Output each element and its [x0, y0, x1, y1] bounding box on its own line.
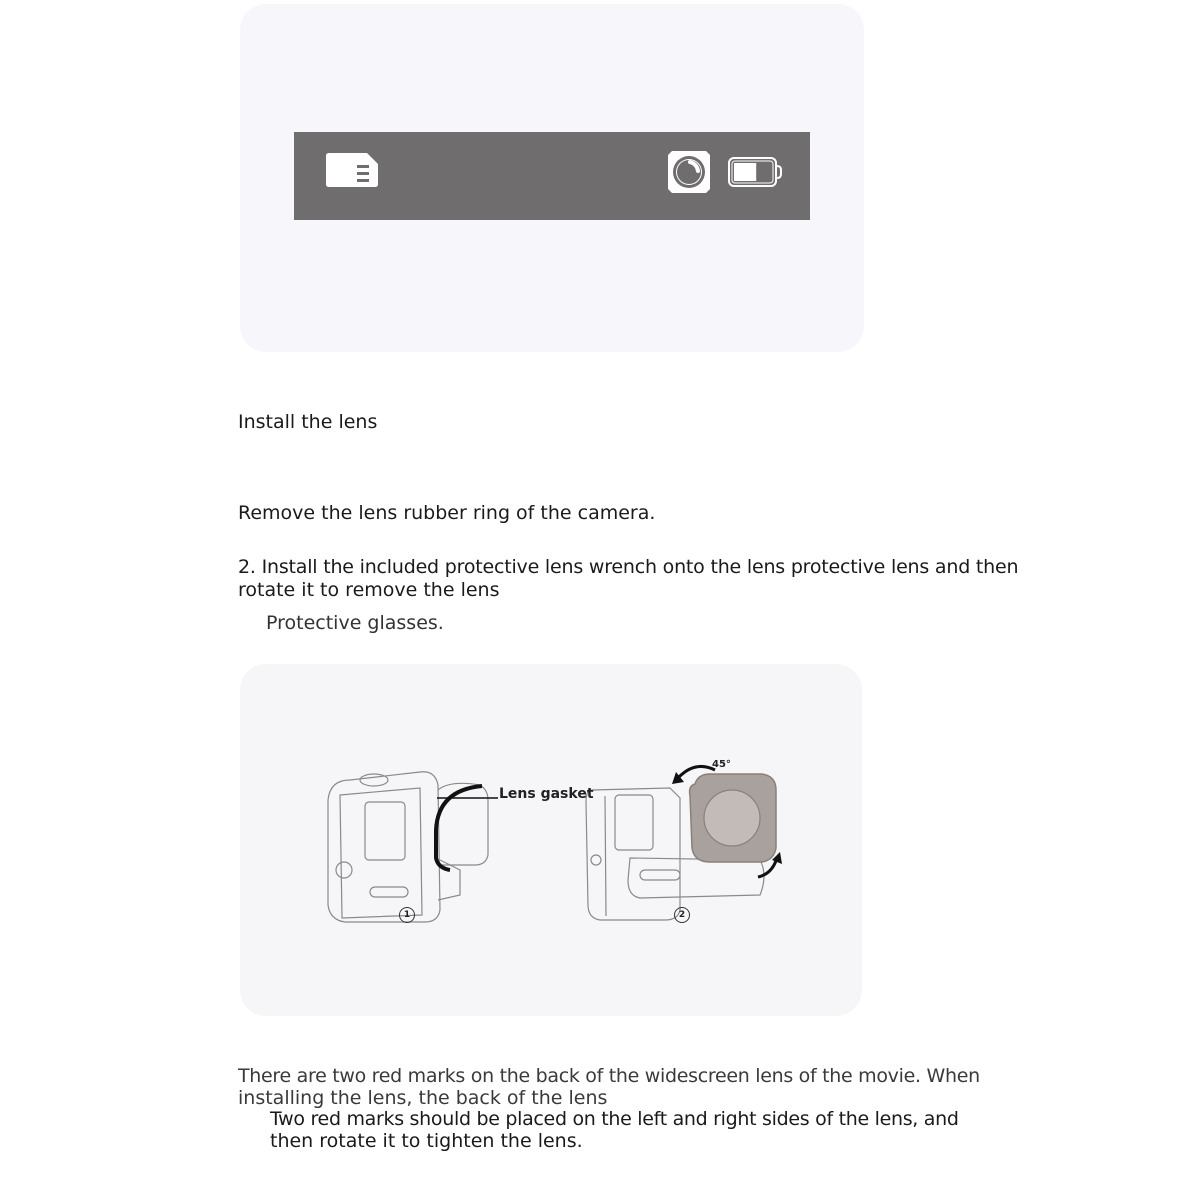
figure-2-number: 2 [674, 907, 690, 923]
note-line-3: Two red marks should be placed on the left and right sides of the lens, and [270, 1108, 959, 1130]
section-heading: Install the lens [238, 411, 378, 433]
note-line-2: installing the lens, the back of the lens [238, 1087, 608, 1109]
sd-card-icon [325, 152, 379, 188]
step-1-text: Remove the lens rubber ring of the camera. [238, 502, 656, 524]
lens-gasket-label: Lens gasket [499, 786, 594, 802]
note-line-1: There are two red marks on the back of the widescreen lens of the movie. When [238, 1065, 980, 1087]
figure-1-number: 1 [399, 907, 415, 923]
record-mode-icon [666, 149, 712, 195]
step-2-line-1: 2. Install the included protective lens wrench onto the lens protective lens and then [238, 556, 1019, 578]
camera-figure-1 [328, 772, 488, 922]
protective-lens [690, 774, 776, 862]
battery-icon [727, 156, 783, 188]
lens-install-illustration [310, 740, 810, 940]
note-line-4: then rotate it to tighten the lens. [270, 1130, 583, 1152]
step-2-line-2: rotate it to remove the lens [238, 579, 500, 601]
step-2-line-3: Protective glasses. [266, 612, 444, 634]
rotation-angle-label: 45° [712, 759, 731, 770]
